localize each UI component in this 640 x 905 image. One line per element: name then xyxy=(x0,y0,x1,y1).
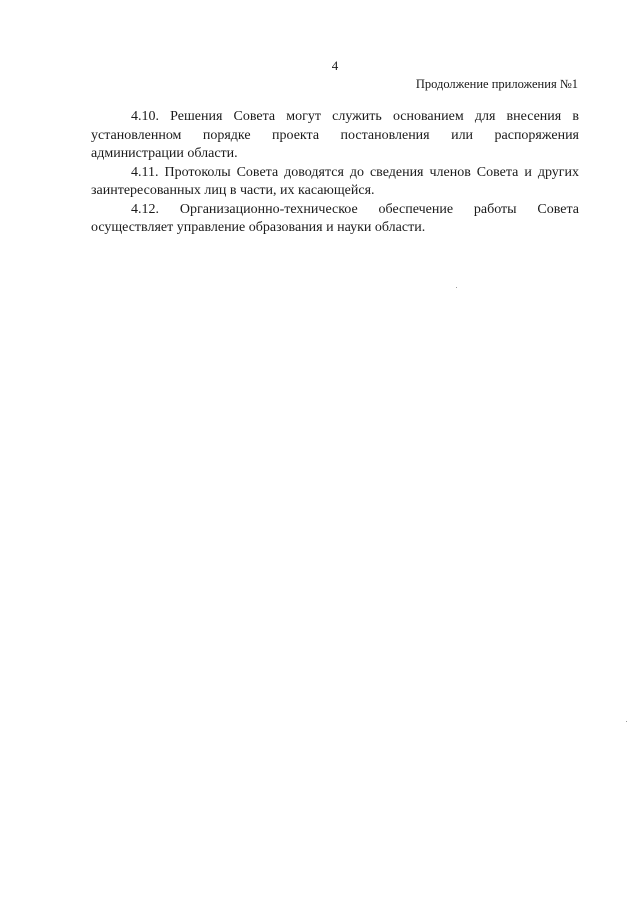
paragraph-4-10: 4.10. Решения Совета могут служить основанием для внесения в установленном порядке проекта постановления или распоряжения администрации области. xyxy=(91,109,579,161)
page-number: 4 xyxy=(331,58,339,73)
document-body xyxy=(91,108,579,238)
paragraph-4-11: 4.11. Протоколы Совета доводятся до сведения членов Совета и других заинтересованных лиц в части, их касающейся. xyxy=(91,164,579,198)
paragraph-4-12: 4.12. Организационно-техническое обеспечение работы Совета осуществляет управление образования и науки области. xyxy=(91,201,579,235)
scan-speck xyxy=(626,721,627,722)
scan-speck xyxy=(456,287,457,288)
appendix-continuation-note: Продолжение приложения №1 xyxy=(415,77,578,91)
